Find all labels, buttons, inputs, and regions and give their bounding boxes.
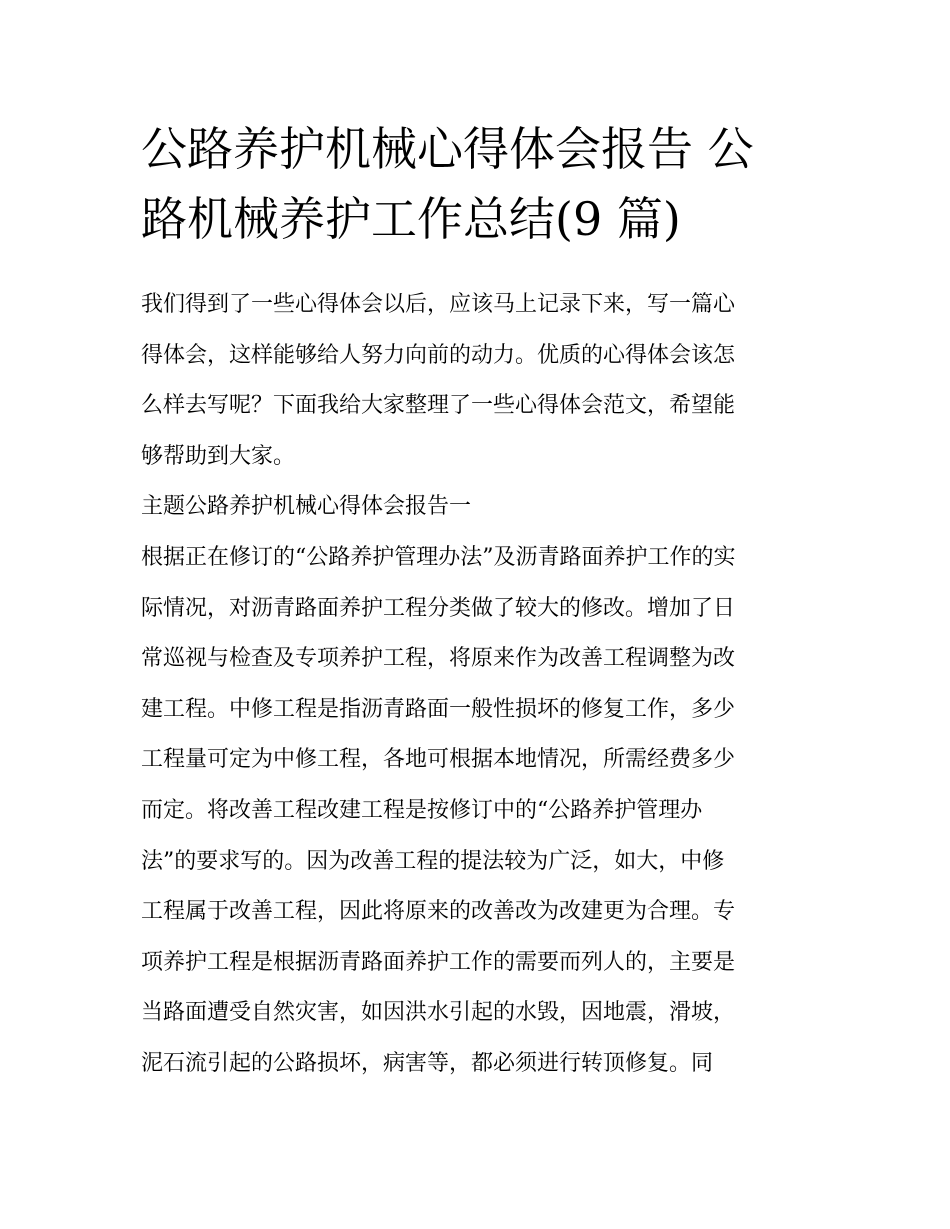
section-heading: 主题公路养护机械心得体会报告一 <box>141 494 472 520</box>
section-line: 工程量可定为中修工程，各地可根据本地情况，所需经费多少 <box>141 747 736 773</box>
intro-line: 么样去写呢？下面我给大家整理了一些心得体会范文，希望能 <box>141 393 736 419</box>
intro-line: 我们得到了一些心得体会以后，应该马上记录下来，写一篇心 <box>141 292 736 317</box>
intro-line: 得体会，这样能够给人努力向前的动力。优质的心得体会该怎 <box>141 342 736 368</box>
section-line: 建工程。中修工程是指沥青路面一般性损坏的修复工作，多少 <box>141 696 736 722</box>
section-line: 泥石流引起的公路损坏，病害等，都必须进行转顶修复。同 <box>141 1050 714 1076</box>
section-line: 常巡视与检查及专项养护工程，将原来作为改善工程调整为改 <box>141 646 736 672</box>
document-body <box>141 280 821 1090</box>
section-line: 工程属于改善工程，因此将原来的改善改为改建更为合理。专 <box>141 899 736 925</box>
section-line: 根据正在修订的“公路养护管理办法”及沥青路面养护工作的实 <box>141 544 736 570</box>
section-line: 项养护工程是根据沥青路面养护工作的需要而列人的，主要是 <box>141 949 736 975</box>
title-line: 路机械养护工作总结(9 篇) <box>141 192 681 246</box>
section-line: 而定。将改善工程改建工程是按修订中的“公路养护管理办 <box>141 797 703 823</box>
title-line: 公路养护机械心得体会报告 公 <box>141 122 754 176</box>
section-line: 际情况，对沥青路面养护工程分类做了较大的修改。增加了日 <box>141 595 736 621</box>
section-line: 法”的要求写的。因为改善工程的提法较为广泛，如大，中修 <box>141 848 725 874</box>
section-line: 当路面遭受自然灾害，如因洪水引起的水毁，因地震，滑坡， <box>141 1000 736 1026</box>
intro-line: 够帮助到大家。 <box>141 443 296 469</box>
document-title <box>141 114 811 254</box>
